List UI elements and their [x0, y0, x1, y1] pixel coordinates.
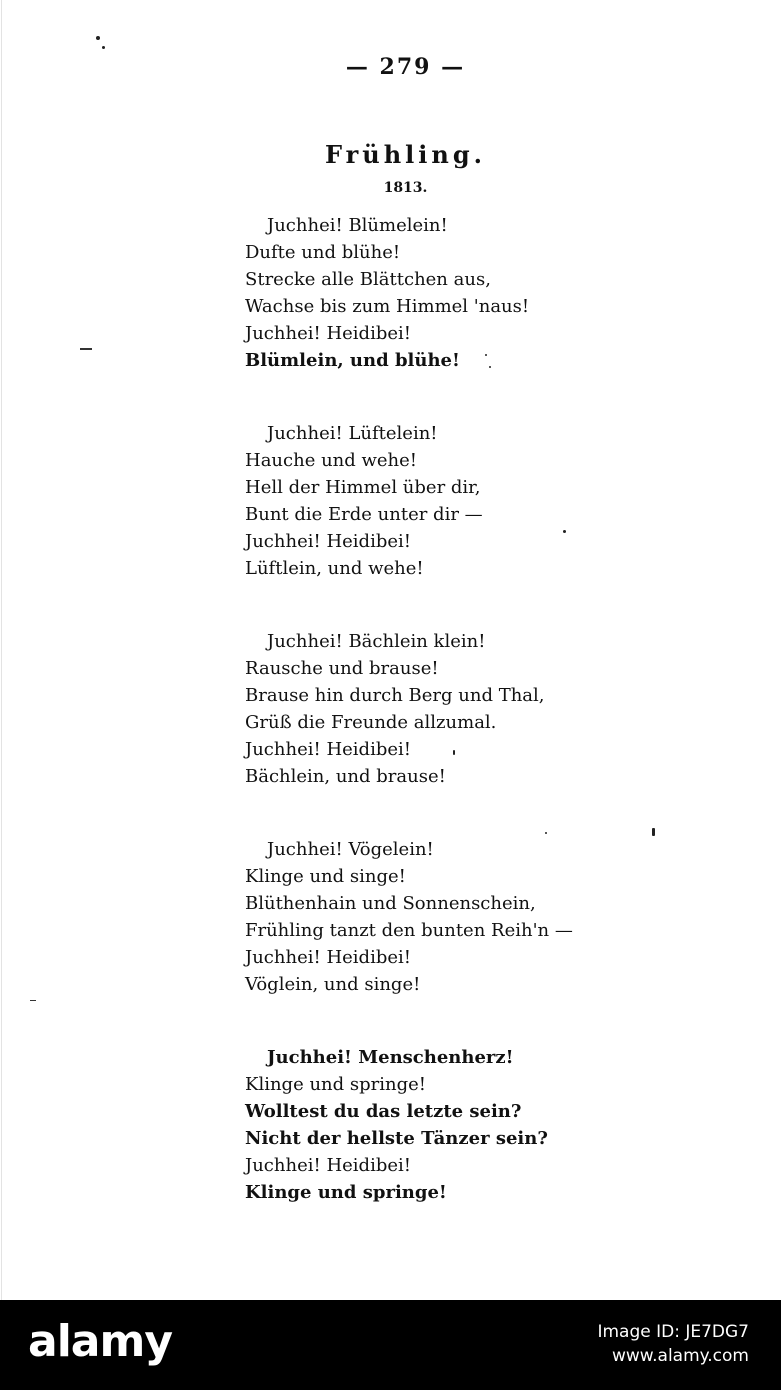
scan-mark — [80, 348, 92, 350]
scan-speck — [485, 354, 487, 356]
poem-line: Juchhei! Heidibei! — [245, 323, 411, 344]
stanza-4 — [245, 836, 665, 998]
watermark-footer — [0, 1300, 781, 1390]
poem-line: Hell der Himmel über dir, — [245, 477, 481, 498]
poem-line: Klinge und singe! — [245, 866, 406, 887]
poem-line: Dufte und blühe! — [245, 242, 401, 263]
poem-line: Klinge und springe! — [245, 1182, 447, 1203]
poem-line: Juchhei! Heidibei! — [245, 1155, 411, 1176]
poem-body — [245, 212, 665, 1252]
scan-speck — [563, 530, 566, 533]
poem-year: 1813. — [383, 180, 428, 196]
poem-line: Frühling tanzt den bunten Reih'n — — [245, 920, 573, 941]
stanza-3 — [245, 628, 665, 790]
scan-speck — [545, 832, 547, 834]
image-id-block — [597, 1320, 749, 1368]
poem-line: Grüß die Freunde allzumal. — [245, 712, 497, 733]
scan-speck — [102, 46, 105, 49]
scan-speck — [489, 366, 491, 368]
poem-line: Juchhei! Heidibei! — [245, 947, 411, 968]
poem-line: Wolltest du das letzte sein? — [245, 1101, 522, 1122]
poem-line: Hauche und wehe! — [245, 450, 418, 471]
stanza-1 — [245, 212, 665, 374]
poem-line: Strecke alle Blättchen aus, — [245, 269, 491, 290]
poem-line: Brause hin durch Berg und Thal, — [245, 685, 545, 706]
scan-speck — [453, 750, 455, 755]
poem-line: Klinge und springe! — [245, 1074, 427, 1095]
poem-line: Juchhei! Vögelein! — [267, 839, 434, 860]
poem-line: Lüftlein, und wehe! — [245, 558, 424, 579]
poem-line: Rausche und brause! — [245, 658, 439, 679]
poem-line: Wachse bis zum Himmel 'naus! — [245, 296, 530, 317]
scan-speck — [96, 36, 100, 40]
poem-line: Juchhei! Bächlein klein! — [267, 631, 486, 652]
scan-speck — [652, 828, 655, 836]
poem-line: Blümlein, und blühe! — [245, 350, 460, 371]
poem-line: Bächlein, und brause! — [245, 766, 446, 787]
alamy-logo: alamy — [28, 1316, 172, 1367]
poem-line: Juchhei! Lüftelein! — [267, 423, 438, 444]
scan-mark — [30, 1000, 36, 1001]
poem-line: Juchhei! Menschenherz! — [267, 1047, 514, 1068]
page-number: — 279 — — [345, 54, 466, 80]
poem-line: Juchhei! Blümelein! — [267, 215, 448, 236]
poem-line: Juchhei! Heidibei! — [245, 531, 411, 552]
poem-line: Blüthenhain und Sonnenschein, — [245, 893, 536, 914]
image-id: Image ID: JE7DG7 — [597, 1322, 749, 1342]
poem-line: Juchhei! Heidibei! — [245, 739, 411, 760]
poem-line: Vöglein, und singe! — [245, 974, 421, 995]
poem-line: Bunt die Erde unter dir — — [245, 504, 483, 525]
stanza-5 — [245, 1044, 665, 1206]
stanza-2 — [245, 420, 665, 582]
site-url: www.alamy.com — [611, 1346, 749, 1366]
poem-line: Nicht der hellste Tänzer sein? — [245, 1128, 548, 1149]
poem-title: Frühling. — [325, 140, 486, 169]
